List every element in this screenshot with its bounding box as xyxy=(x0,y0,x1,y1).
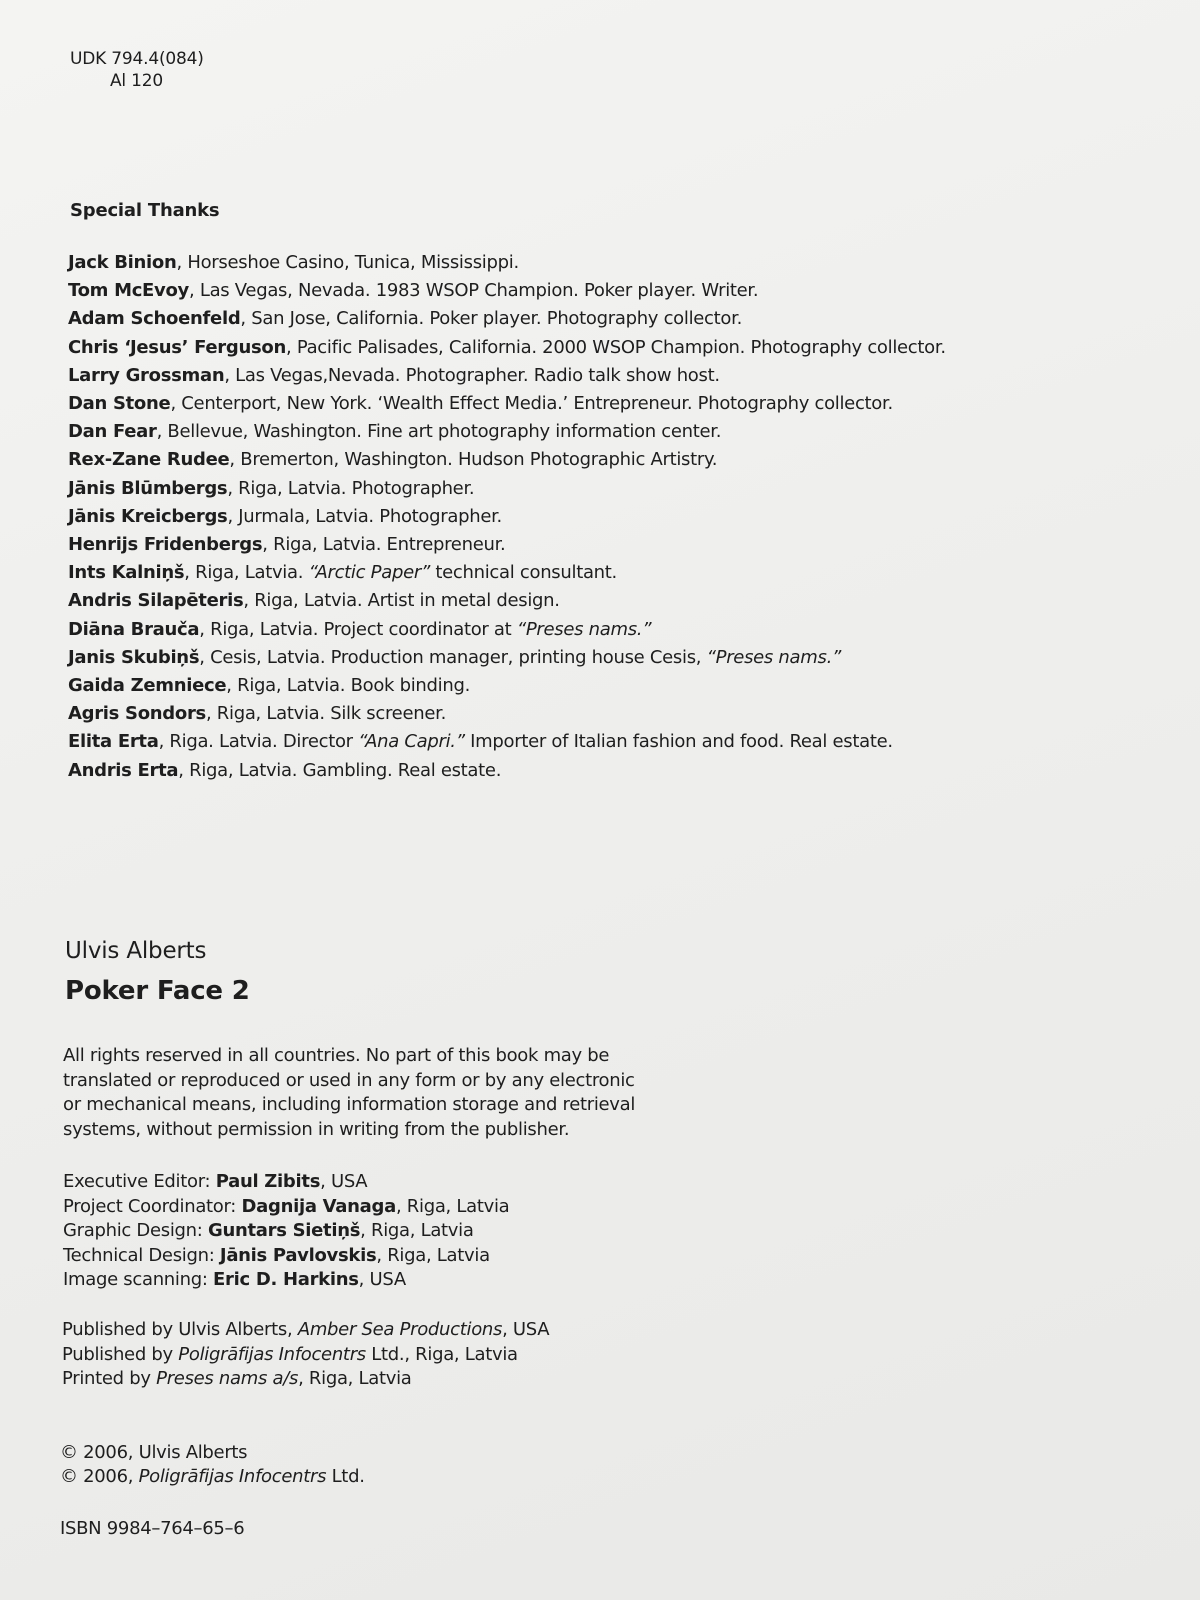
copyright-suffix: Ltd. xyxy=(326,1466,365,1487)
copyright-prefix: © 2006, xyxy=(60,1466,139,1487)
thanks-name: Larry Grossman xyxy=(68,364,225,386)
publisher-name: Poligrāfijas Infocentrs xyxy=(178,1343,366,1365)
credit-role: Technical Design: xyxy=(63,1244,220,1266)
publisher-name: Amber Sea Productions xyxy=(297,1319,503,1340)
credit-name: Jānis Pavlovskis xyxy=(219,1244,377,1266)
credit-place: , Riga, Latvia xyxy=(360,1220,474,1241)
thanks-entry xyxy=(68,475,1178,503)
thanks-entry xyxy=(68,559,1178,587)
thanks-entry xyxy=(68,362,1178,390)
special-thanks-list xyxy=(68,249,1178,785)
thanks-name: Adam Schoenfeld xyxy=(68,308,241,330)
thanks-name: Rex-Zane Rudee xyxy=(68,449,230,471)
rights-line: or mechanical means, including information storage and retrieval xyxy=(63,1094,636,1115)
thanks-italic: “Preses nams.” xyxy=(706,646,842,668)
special-thanks-heading: Special Thanks xyxy=(70,200,220,221)
thanks-entry xyxy=(68,446,1178,474)
thanks-name: Elita Erta xyxy=(68,731,159,753)
rights-line: All rights reserved in all countries. No part of this book may be xyxy=(63,1045,610,1066)
credit-role: Graphic Design: xyxy=(63,1220,208,1241)
thanks-desc: , Centerport, New York. ‘Wealth Effect Media.’ Entrepreneur. Photography collector. xyxy=(170,393,893,415)
thanks-desc: , Las Vegas,Nevada. Photographer. Radio talk show host. xyxy=(224,364,720,386)
thanks-after: Importer of Italian fashion and food. Real estate. xyxy=(464,731,893,753)
thanks-name: Agris Sondors xyxy=(68,703,206,725)
rights-line: systems, without permission in writing from the publisher. xyxy=(63,1118,570,1140)
special-thanks-section xyxy=(68,200,1178,785)
thanks-name: Diāna Brauča xyxy=(68,618,200,640)
credit-place: , USA xyxy=(358,1269,406,1290)
credit-place: , Riga, Latvia xyxy=(376,1244,490,1266)
credits-list xyxy=(63,1170,509,1293)
thanks-name: Andris Erta xyxy=(68,759,179,781)
thanks-desc: , Cesis, Latvia. Production manager, printing house Cesis, xyxy=(199,646,707,668)
thanks-entry xyxy=(68,277,1178,305)
thanks-italic: “Ana Capri.” xyxy=(358,731,465,753)
thanks-name: Gaida Zemniece xyxy=(68,675,227,697)
thanks-desc: , Riga, Latvia. Entrepreneur. xyxy=(262,534,506,556)
thanks-italic: “Arctic Paper” xyxy=(308,562,430,584)
publisher-line xyxy=(62,1318,549,1343)
thanks-after: technical consultant. xyxy=(429,562,617,584)
thanks-entry xyxy=(68,503,1178,531)
credit-name: Guntars Sietiņš xyxy=(207,1220,361,1241)
thanks-name: Janis Skubiņš xyxy=(68,646,200,668)
thanks-entry xyxy=(68,616,1178,644)
copyright-holder: Poligrāfijas Infocentrs xyxy=(138,1466,327,1487)
credit-line xyxy=(63,1170,509,1195)
thanks-name: Chris ‘Jesus’ Ferguson xyxy=(68,336,286,358)
thanks-desc: , Bremerton, Washington. Hudson Photographic Artistry. xyxy=(229,449,718,471)
book-author: Ulvis Alberts xyxy=(65,938,207,964)
thanks-name: Ints Kalniņš xyxy=(68,562,185,584)
credit-name: Paul Zibits xyxy=(215,1171,321,1192)
credit-line xyxy=(63,1195,509,1220)
credit-role: Executive Editor: xyxy=(63,1171,216,1192)
thanks-desc: , Bellevue, Washington. Fine art photography information center. xyxy=(156,421,722,443)
publisher-prefix: Published by xyxy=(62,1343,179,1365)
publisher-prefix: Published by Ulvis Alberts, xyxy=(62,1319,298,1340)
thanks-name: Henrijs Fridenbergs xyxy=(68,534,263,556)
thanks-name: Andris Silapēteris xyxy=(68,590,244,612)
publisher-suffix: Ltd., Riga, Latvia xyxy=(365,1343,518,1365)
thanks-desc: , Riga, Latvia. Photographer. xyxy=(227,477,475,499)
thanks-desc: , San Jose, California. Poker player. Photography collector. xyxy=(240,308,742,330)
publishers-list xyxy=(62,1318,549,1392)
udk-code: UDK 794.4(084) xyxy=(70,49,204,69)
thanks-desc: , Riga, Latvia. Project coordinator at xyxy=(199,618,517,640)
credit-place: , Riga, Latvia xyxy=(395,1195,510,1217)
thanks-entry xyxy=(68,672,1178,700)
thanks-entry xyxy=(68,757,1178,785)
publisher-line xyxy=(62,1343,549,1368)
rights-notice xyxy=(63,1044,683,1142)
isbn-number: ISBN 9984–764–65–6 xyxy=(60,1518,245,1539)
thanks-desc: , Riga, Latvia. xyxy=(184,562,309,584)
publisher-prefix: Printed by xyxy=(62,1368,157,1389)
copyright-prefix: © 2006, Ulvis Alberts xyxy=(60,1442,248,1463)
thanks-entry xyxy=(68,334,1178,362)
thanks-entry xyxy=(68,390,1178,418)
credit-name: Dagnija Vanaga xyxy=(241,1195,396,1217)
copyright-line xyxy=(60,1465,365,1489)
thanks-name: Dan Stone xyxy=(68,393,171,415)
credit-place: , USA xyxy=(320,1171,368,1192)
copyright-line xyxy=(60,1441,365,1465)
thanks-entry xyxy=(68,587,1178,615)
thanks-entry xyxy=(68,700,1178,728)
publisher-line xyxy=(62,1367,549,1392)
thanks-desc: , Jurmala, Latvia. Photographer. xyxy=(227,505,502,527)
thanks-desc: , Riga. Latvia. Director xyxy=(158,731,359,753)
thanks-name: Jānis Kreicbergs xyxy=(68,505,228,527)
credit-role: Project Coordinator: xyxy=(63,1195,242,1217)
copyright-notices xyxy=(60,1441,365,1489)
thanks-desc: , Pacific Palisades, California. 2000 WSOP Champion. Photography collector. xyxy=(285,336,946,358)
thanks-entry xyxy=(68,305,1178,333)
thanks-entry xyxy=(68,418,1178,446)
thanks-entry xyxy=(68,531,1178,559)
thanks-desc: , Riga, Latvia. Artist in metal design. xyxy=(243,590,560,612)
thanks-desc: , Riga, Latvia. Silk screener. xyxy=(205,703,446,725)
credit-line xyxy=(63,1244,509,1269)
credit-name: Eric D. Harkins xyxy=(213,1269,359,1290)
publisher-suffix: , USA xyxy=(502,1319,550,1340)
thanks-desc: , Riga, Latvia. Book binding. xyxy=(226,675,471,697)
thanks-desc: , Riga, Latvia. Gambling. Real estate. xyxy=(178,759,502,781)
thanks-desc: , Horseshoe Casino, Tunica, Mississippi. xyxy=(176,252,519,273)
thanks-entry xyxy=(68,249,1178,277)
udk-index: Al 120 xyxy=(110,71,164,91)
thanks-name: Jack Binion xyxy=(68,252,177,273)
publisher-suffix: , Riga, Latvia xyxy=(298,1368,412,1389)
thanks-entry xyxy=(68,728,1178,756)
thanks-name: Dan Fear xyxy=(68,421,157,443)
rights-line: translated or reproduced or used in any form or by any electronic xyxy=(63,1069,635,1091)
thanks-entry xyxy=(68,644,1178,672)
thanks-italic: “Preses nams.” xyxy=(516,618,652,640)
thanks-name: Jānis Blūmbergs xyxy=(68,477,228,499)
credit-line xyxy=(63,1268,509,1293)
credit-role: Image scanning: xyxy=(63,1269,214,1290)
credit-line xyxy=(63,1219,509,1244)
thanks-name: Tom McEvoy xyxy=(68,280,189,302)
book-title: Poker Face 2 xyxy=(65,976,250,1006)
udk-classification xyxy=(70,48,204,92)
publisher-name: Preses nams a/s xyxy=(156,1368,299,1389)
thanks-desc: , Las Vegas, Nevada. 1983 WSOP Champion. Poker player. Writer. xyxy=(189,280,759,302)
